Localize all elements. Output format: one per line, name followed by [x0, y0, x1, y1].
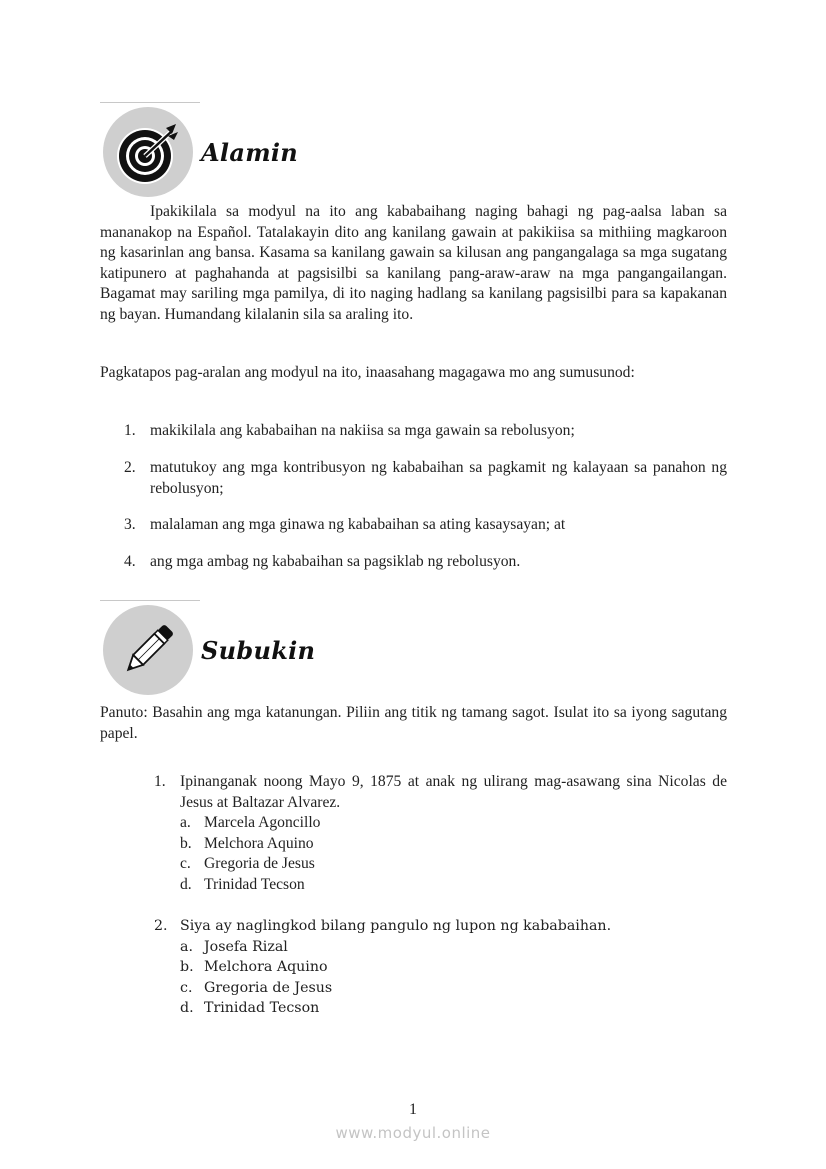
choice-letter: d. — [180, 875, 192, 893]
question-item — [154, 916, 727, 1019]
objective-number: 4. — [124, 553, 136, 570]
objective-item — [124, 421, 727, 442]
choice-letter: a. — [180, 938, 193, 955]
section-title-alamin: Alamin — [201, 137, 299, 167]
subukin-instructions: Panuto: Basahin ang mga katanungan. Piliin ang titik ng tamang sagot. Isulat ito sa iyong sagutang papel. — [100, 704, 727, 742]
choice-letter: c. — [180, 855, 191, 873]
answer-choice — [154, 957, 727, 978]
watermark: www.modyul.online — [335, 1124, 491, 1142]
answer-choice — [154, 978, 727, 999]
section-divider — [100, 600, 200, 601]
objective-item — [124, 552, 727, 573]
objective-text: ang mga ambag ng kababaihan sa pagsiklab ng rebolusyon. — [150, 553, 521, 570]
choice-text: Gregoria de Jesus — [204, 979, 333, 996]
choice-text: Melchora Aquino — [204, 834, 314, 852]
subukin-header — [103, 605, 315, 695]
choice-text: Gregoria de Jesus — [204, 855, 315, 873]
question-text: Ipinanganak noong Mayo 9, 1875 at anak ng ulirang mag-asawang sina Nicolas de Jesus at Baltazar Alvarez. — [180, 773, 727, 811]
choice-text: Trinidad Tecson — [204, 875, 305, 893]
choice-letter: c. — [180, 979, 193, 996]
choice-letter: b. — [180, 834, 192, 852]
objective-number: 2. — [124, 459, 136, 476]
answer-choice — [154, 875, 727, 896]
choice-letter: d. — [180, 1000, 194, 1017]
page-number: 1 — [409, 1101, 417, 1118]
target-icon — [103, 107, 193, 197]
answer-choice — [154, 834, 727, 855]
objective-text: malalaman ang mga ginawa ng kababaihan sa ating kasaysayan; at — [150, 516, 566, 533]
objective-number: 1. — [124, 422, 136, 439]
choice-text: Melchora Aquino — [204, 959, 328, 976]
choice-text: Josefa Rizal — [204, 938, 288, 955]
objective-text: matutukoy ang mga kontribusyon ng kababaihan sa pagkamit ng kalayaan sa panahon ng rebolusyon; — [150, 459, 727, 497]
objective-item — [124, 515, 727, 536]
answer-choice — [154, 998, 727, 1019]
objective-number: 3. — [124, 516, 136, 533]
pencil-icon — [103, 605, 193, 695]
question-text: Siya ay naglingkod bilang pangulo ng lupon ng kababaihan. — [180, 918, 612, 934]
choice-letter: b. — [180, 959, 194, 976]
objective-item — [124, 458, 727, 499]
objective-text: makikilala ang kababaihan na nakiisa sa mga gawain sa rebolusyon; — [150, 422, 575, 439]
section-divider — [100, 102, 200, 103]
alamin-intro: Ipakikilala sa modyul na ito ang kababaihang naging bahagi ng pag-aalsa laban sa mananakop na Español. Tatalakayin dito ang kanilang gawain at pakikiisa sa mithiing magkaroon ng kasarinlan ang bansa. Kasama sa kanilang gawain sa kilusan ang pangangalaga sa mga sugatang katipunero at paghahanda at pagsisilbi sa kanilang pang-araw-araw na mga pangangailangan. Bagamat may sariling mga pamilya, di ito naging hadlang sa kanilang pagsisilbi para sa kapakanan ng bayan. Humandang kilalanin sila sa araling ito. — [100, 203, 727, 323]
alamin-lead: Pagkatapos pag-aralan ang modyul na ito, inaasahang magagawa mo ang sumusunod: — [100, 364, 635, 381]
choice-text: Trinidad Tecson — [204, 1000, 320, 1017]
section-title-subukin: Subukin — [201, 635, 316, 665]
answer-choice — [154, 937, 727, 958]
question-number: 1. — [154, 773, 166, 790]
alamin-header — [103, 107, 298, 197]
choice-text: Marcela Agoncillo — [204, 814, 321, 832]
answer-choice — [154, 854, 727, 875]
choice-letter: a. — [180, 814, 191, 832]
question-number: 2. — [154, 918, 168, 934]
answer-choice — [154, 813, 727, 834]
question-item — [154, 772, 727, 896]
